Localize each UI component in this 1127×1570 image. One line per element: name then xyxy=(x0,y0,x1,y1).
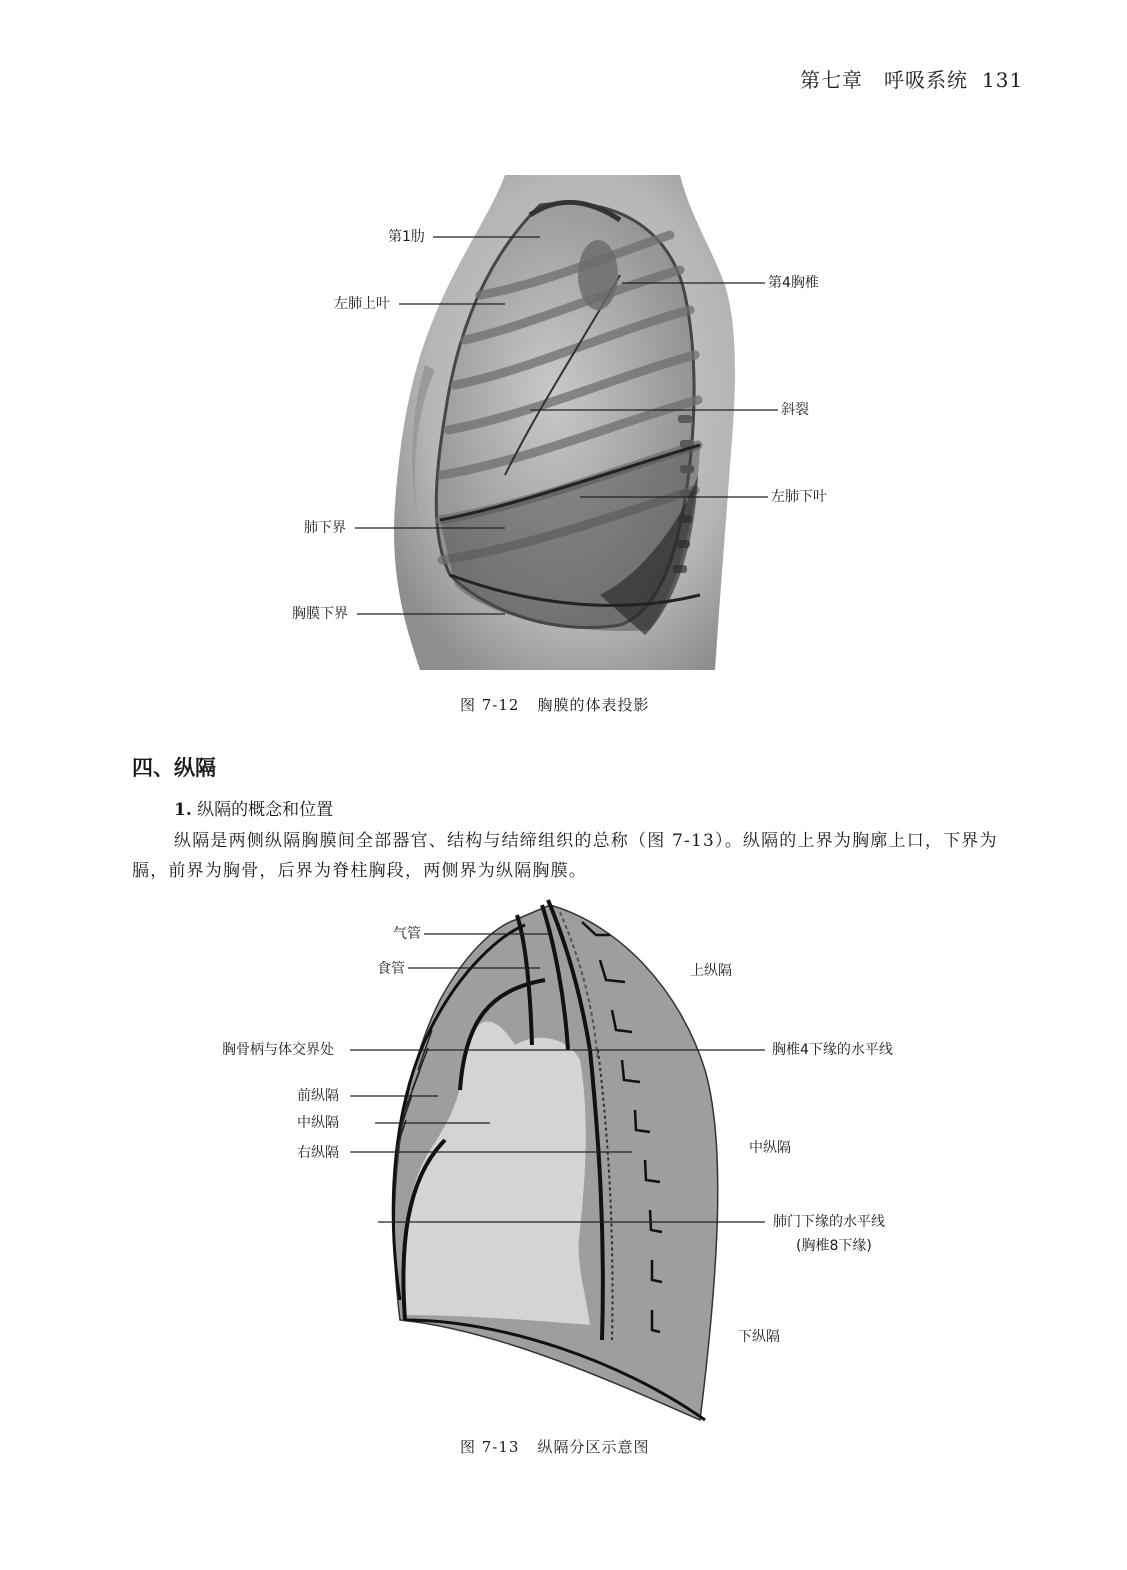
figure2-caption xyxy=(460,1436,649,1457)
label-rib1: 第1肋 xyxy=(388,229,425,245)
label-trachea: 气管 xyxy=(393,926,421,942)
figure2-caption-text: 纵隔分区示意图 xyxy=(537,1438,650,1456)
label-t4-vertebra: 第4胸椎 xyxy=(768,275,819,291)
section-title: 四、纵隔 xyxy=(132,756,216,780)
label-anterior-mediastinum: 前纵隔 xyxy=(297,1088,339,1104)
label-inferior-mediastinum: 下纵隔 xyxy=(738,1329,780,1345)
figure1-caption-number: 图 7-12 xyxy=(460,696,520,714)
label-oblique-fissure: 斜裂 xyxy=(781,402,809,418)
chapter-title: 第七章 呼吸系统 xyxy=(800,68,968,92)
label-middle-mediastinum-right: 中纵隔 xyxy=(749,1140,791,1156)
label-pleura-lower-border: 胸膜下界 xyxy=(292,606,348,622)
subsection-number: 1. xyxy=(174,800,192,820)
label-lung-lower-border: 肺下界 xyxy=(304,520,346,536)
label-hilum-line: 肺门下缘的水平线 xyxy=(773,1214,885,1230)
body-paragraph: 纵隔是两侧纵隔胸膜间全部器官、结构与结缔组织的总称（图 7-13）。纵隔的上界为胸廓上口，下界为膈，前界为胸骨，后界为脊柱胸段，两侧界为纵隔胸膜。 xyxy=(132,831,998,881)
figure2-caption-number: 图 7-13 xyxy=(460,1438,520,1456)
label-hilum-line-note: (胸椎8下缘) xyxy=(796,1238,872,1254)
figure1-caption-text: 胸膜的体表投影 xyxy=(537,696,650,714)
label-lower-lobe: 左肺下叶 xyxy=(771,489,827,505)
label-esophagus: 食管 xyxy=(377,961,405,977)
label-sternal-angle: 胸骨柄与体交界处 xyxy=(222,1042,334,1058)
label-middle-mediastinum-left: 中纵隔 xyxy=(297,1115,339,1131)
page-number: 131 xyxy=(982,68,1024,92)
label-superior-mediastinum: 上纵隔 xyxy=(690,963,732,979)
subsection-text: 纵隔的概念和位置 xyxy=(197,800,334,820)
label-t4-line: 胸椎4下缘的水平线 xyxy=(772,1042,893,1058)
label-posterior-mediastinum: 右纵隔 xyxy=(297,1145,339,1161)
label-upper-lobe: 左肺上叶 xyxy=(334,296,390,312)
